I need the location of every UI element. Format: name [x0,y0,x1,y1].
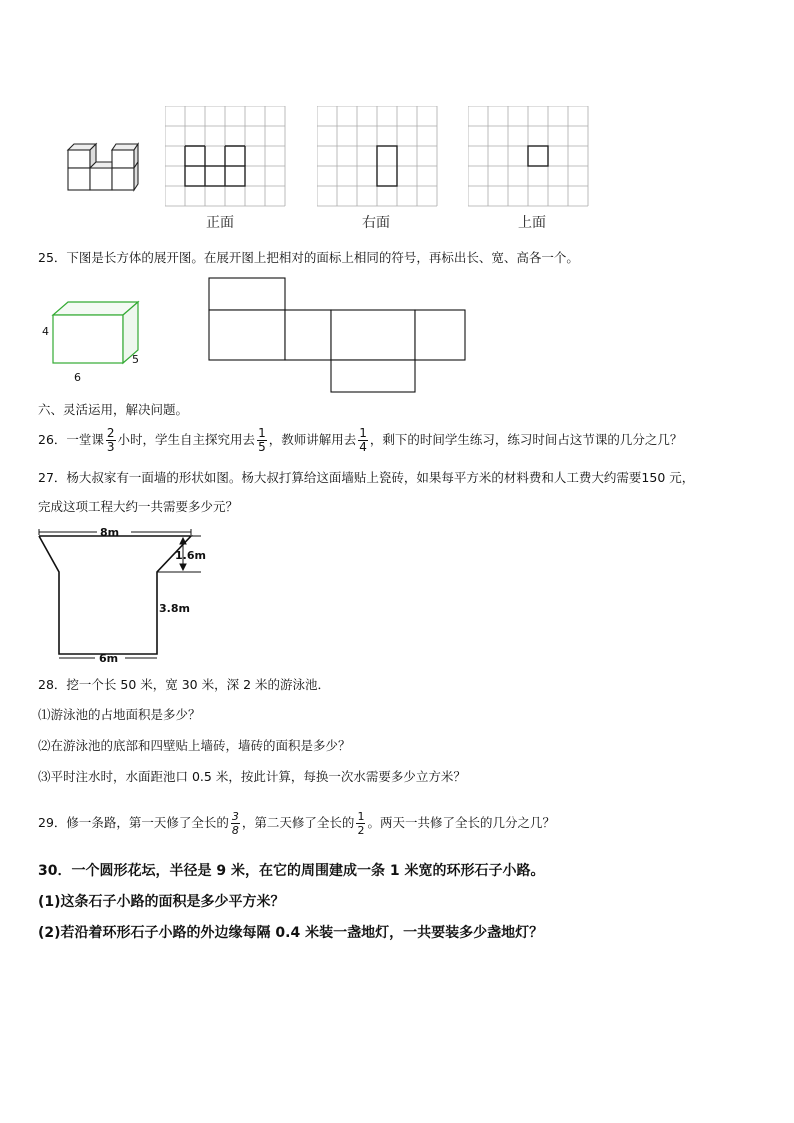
q26-text-2: 小时，学生自主探究用去 [117,432,256,447]
q29-frac1-denominator: 8 [231,824,239,837]
q29-text-1: 29．修一条路，第一天修了全长的 [38,815,229,830]
q26-frac3-denominator: 4 [359,440,367,454]
cube-stack-figure [60,140,140,200]
section-6-heading: 六、灵活运用，解决问题。 [38,402,189,417]
q29-text-2: ，第二天修了全长的 [241,815,355,830]
question-30-sub-2: (2)若沿着环形石子小路的外边缘每隔 0.4 米装一盏地灯，一共要装多少盏地灯？ [38,925,544,941]
top-view-grid[interactable] [468,106,590,208]
q26-fraction-3 [358,427,368,454]
wall-trapezoid-height-label: 1.6m [175,549,206,562]
net-face-side-1[interactable] [285,310,331,360]
q26-frac2-denominator: 5 [258,440,266,454]
q29-fraction-2 [356,810,365,837]
question-30-stem: 30．一个圆形花坛，半径是 9 米，在它的周围建成一条 1 米宽的环形石子小路。 [38,863,545,879]
q26-frac2-numerator: 1 [258,426,266,440]
right-view-caption: 右面 [362,215,390,231]
q29-frac2-denominator: 2 [357,824,365,837]
question-25-text: 25．下图是长方体的展开图。在展开图上把相对的面标上相同的符号，再标出长、宽、高各一个。 [38,250,579,265]
wall-bottom-width-label: 6m [99,652,119,665]
question-26 [38,424,682,456]
question-28-stem: 28．挖一个长 50 米，宽 30 米，深 2 米的游泳池． [38,677,331,692]
question-28-sub-3: ⑶平时注水时，水面距池口 0.5 米，按此计算，每换一次水需要多少立方米？ [38,769,466,784]
question-30-sub-1: (1)这条石子小路的面积是多少平方米？ [38,894,285,910]
cuboid-net-figure[interactable] [207,276,469,394]
q26-fraction-2 [257,427,267,454]
front-view-caption: 正面 [206,215,234,231]
q26-frac1-denominator: 3 [106,440,115,454]
cuboid-depth-label: 5 [132,353,139,366]
cuboid-figure [38,295,148,385]
q26-frac1-numerator: 2 [106,426,115,440]
question-28-sub-2: ⑵在游泳池的底部和四壁贴上墙砖，墙砖的面积是多少？ [38,738,351,753]
wall-rect-height-label: 3.8m [159,602,190,615]
q26-frac3-numerator: 1 [359,426,367,440]
question-29 [38,804,555,842]
q26-fraction-1 [106,427,116,454]
question-27-line-1: 27．杨大叔家有一面墙的形状如图。杨大叔打算给这面墙贴上瓷砖，如果每平方米的材料费和人工费大约需要150 元， [38,470,695,485]
q29-frac2-numerator: 1 [357,810,365,823]
wall-shape-figure [33,526,213,666]
q26-text-4: ，剩下的时间学生练习，练习时间占这节课的几分之几？ [369,432,683,447]
question-27-line-2: 完成这项工程大约一共需要多少元？ [38,499,239,514]
q29-fraction-1 [231,810,240,837]
front-view-grid[interactable] [165,106,287,208]
net-face-back[interactable] [331,310,415,360]
question-28-sub-1: ⑴游泳池的占地面积是多少？ [38,707,201,722]
cuboid-height-label: 4 [42,325,49,338]
top-view-caption: 上面 [518,215,546,231]
cuboid-length-label: 6 [74,371,81,384]
net-face-bottom[interactable] [331,360,415,392]
q26-text-3: ，教师讲解用去 [268,432,357,447]
q26-text-1: 26．一堂课 [38,432,104,447]
q29-frac1-numerator: 3 [231,810,239,823]
net-face-top[interactable] [209,278,285,310]
right-view-grid[interactable] [317,106,439,208]
net-face-front[interactable] [209,310,285,360]
q29-text-3: 。两天一共修了全长的几分之几？ [367,815,555,830]
wall-top-width-label: 8m [100,526,120,539]
net-face-side-2[interactable] [415,310,465,360]
